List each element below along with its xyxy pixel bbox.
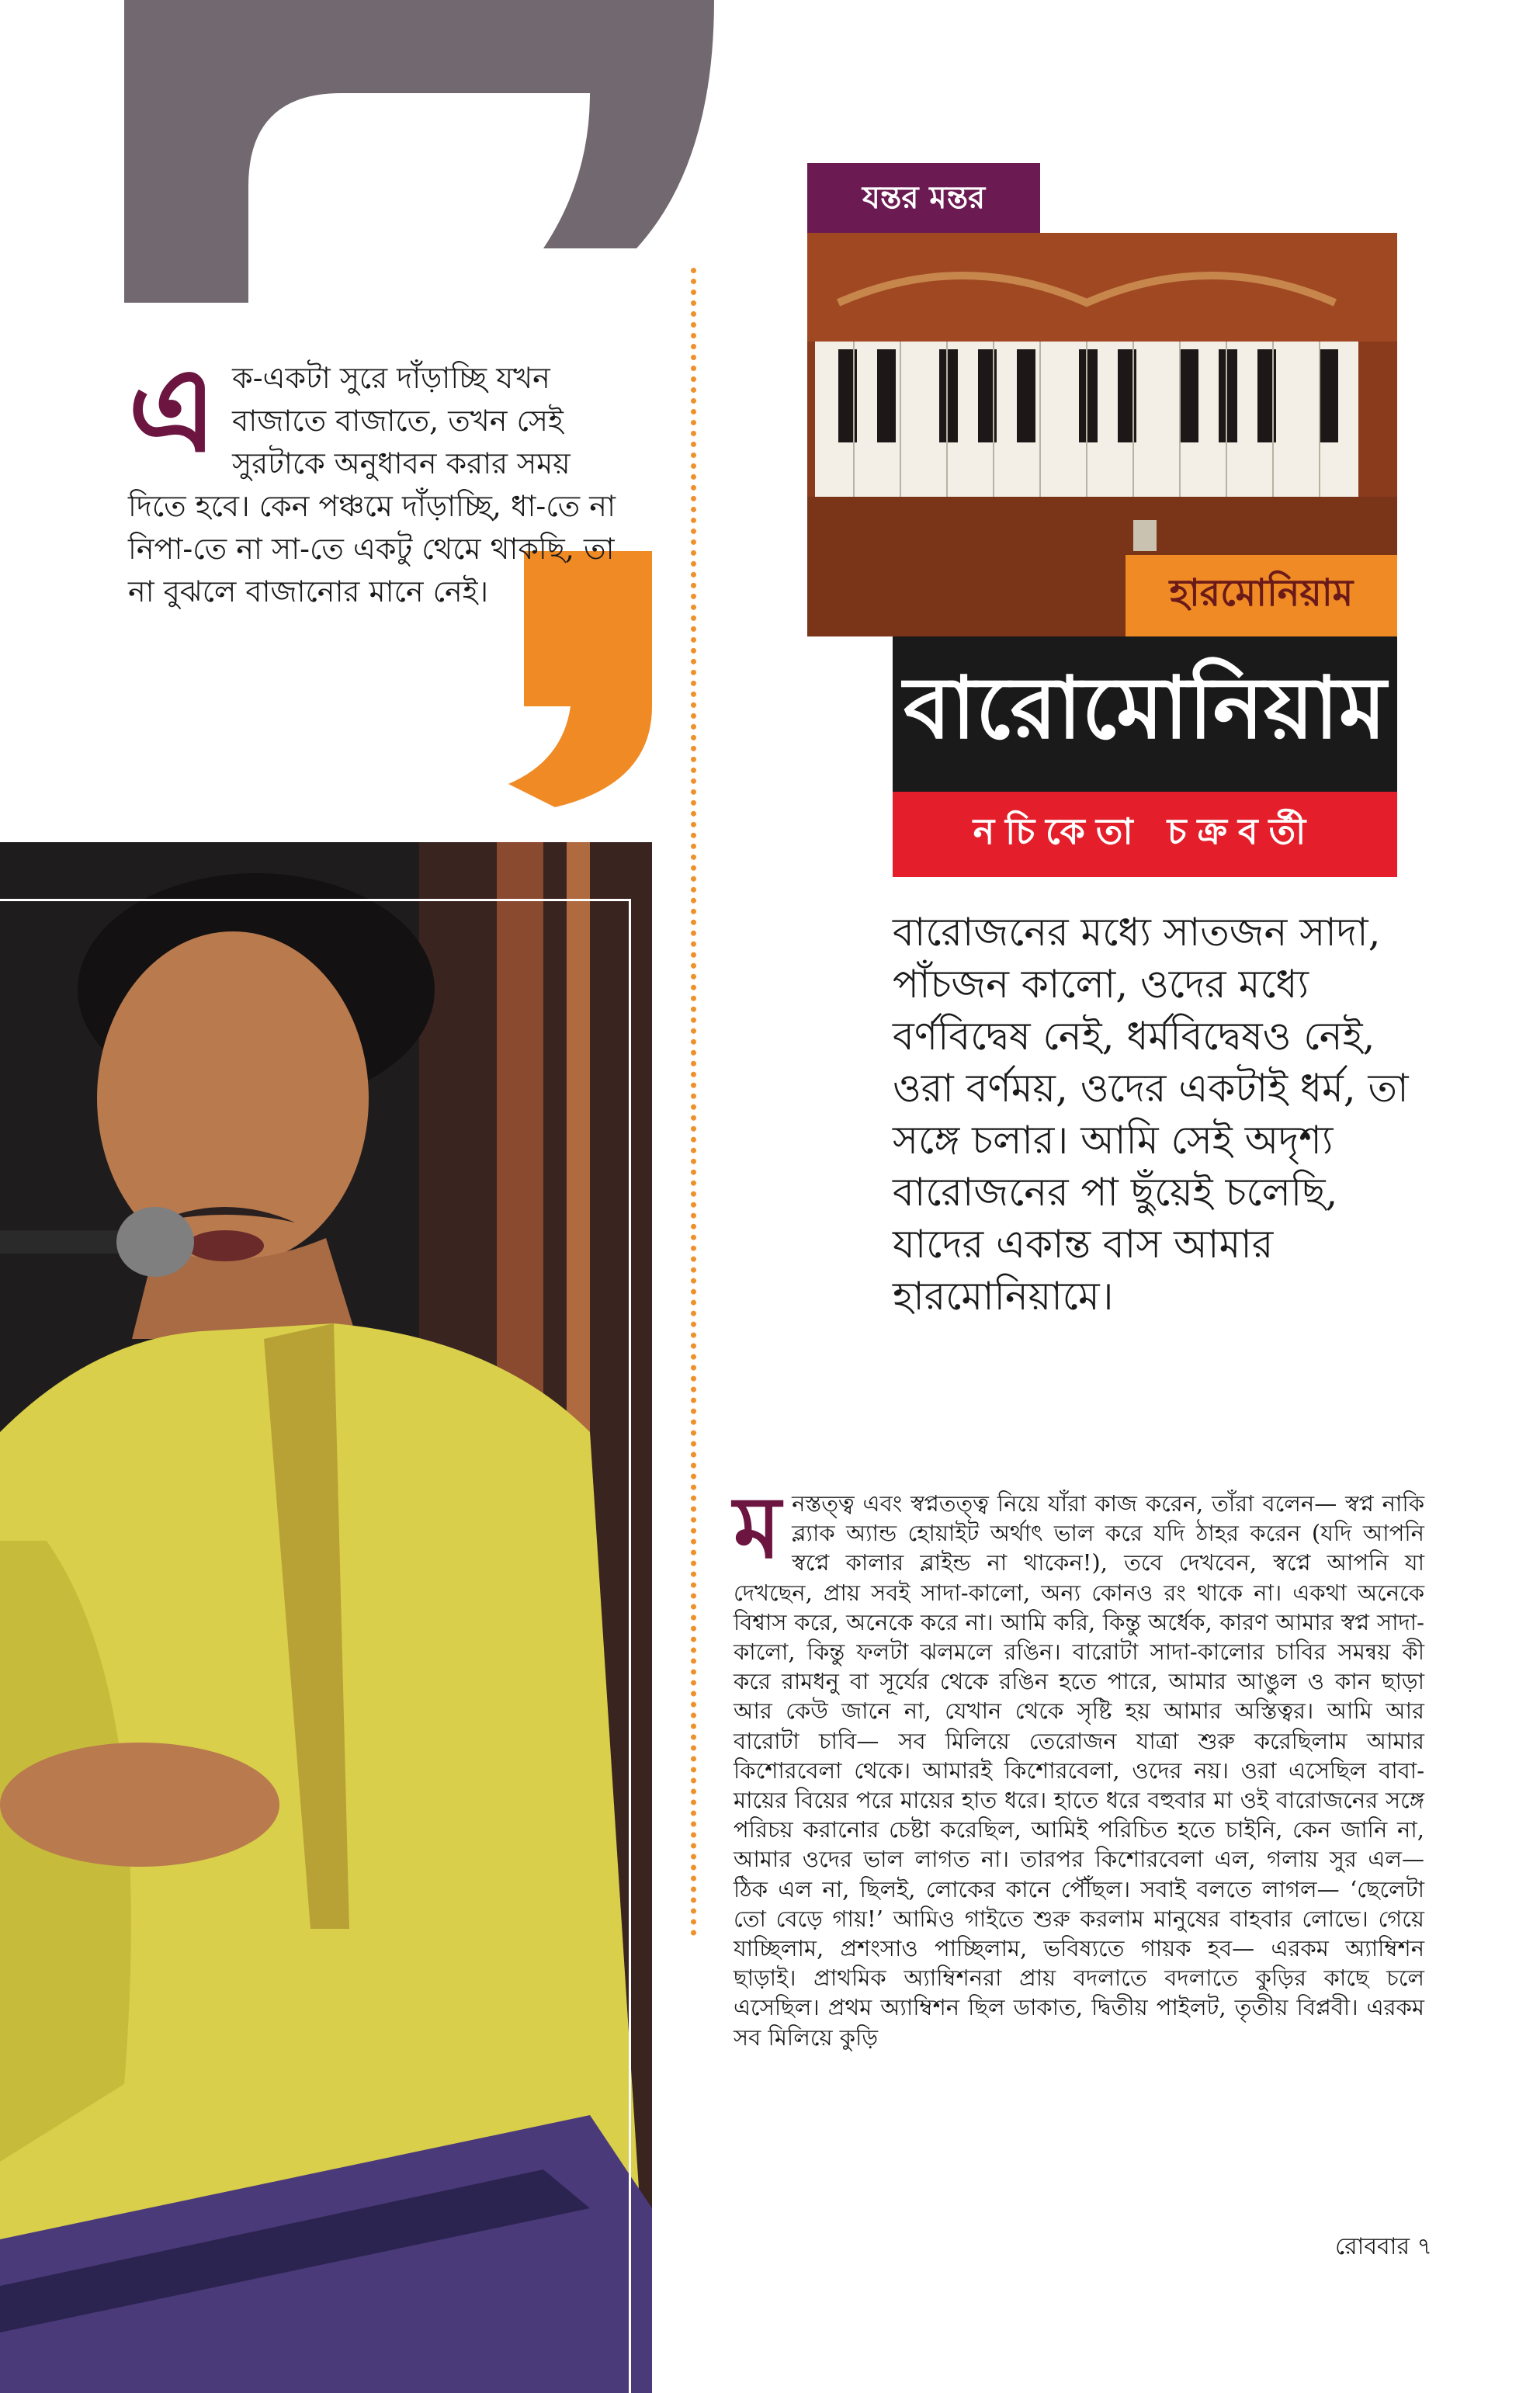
- photo-frame-right: [629, 899, 631, 2393]
- pull-quote: [128, 342, 625, 613]
- singer-photo: [0, 842, 652, 2393]
- pull-quote-dropcap: এ: [128, 342, 217, 478]
- section-tag: যন্তর মন্তর: [807, 163, 1040, 234]
- photo-frame-top: [0, 899, 630, 901]
- author-name: নচিকেতা চক্রবর্তী: [893, 792, 1397, 877]
- pull-quote-text: ক-একটা সুরে দাঁড়াচ্ছি যখন বাজাতে বাজাতে, তখন সেই সুরটাকে অনুধাবন করার সময় দিতে হবে। কেন পঞ্চমে দাঁড়াচ্ছি, ধা-তে না নিপা-তে না সা-তে একটু থেমে থাকছি, তা না বুঝলে বাজানোর মানে নেই।: [128, 361, 616, 609]
- page-footer: রোববার ৭: [1334, 2233, 1432, 2260]
- body-text: নস্তত্ত্ব এবং স্বপ্নতত্ত্ব নিয়ে যাঁরা কাজ করেন, তাঁরা বলেন— স্বপ্ন নাকি ব্ল্যাক অ্যান্ড হোয়াইট অর্থাৎ ভাল করে যদি ঠাহর করেন (যদি আপনি স্বপ্নে কালার ব্লাইন্ড না থাকেন!), তবে দেখবেন, স্বপ্নে আপনি যা দেখছেন, প্রায় সবই সাদা-কালো, অন্য কোনও রং থাকে না। একথা অনেকে বিশ্বাস করে, অনেকে করে না। আমি করি, কিন্তু অর্ধেক, কারণ আমার স্বপ্ন সাদা-কালো, কিন্তু ফলটা ঝলমলে রঙিন। বারোটা সাদা-কালোর চাবির সমন্বয় কী করে রামধনু বা সূর্যের থেকে রঙিন হতে পারে, আমার আঙুল ও কান ছাড়া আর কেউ জানে না, যেখান থেকে সৃষ্টি হয় আমার অস্তিত্বর। আমি আর বারোটা চাবি— সব মিলিয়ে তেরোজন যাত্রা শুরু করেছিলাম আমার কিশোরবেলা থেকে। আমারই কিশোরবেলা, ওদের নয়। ওরা এসেছিল বাবা-মায়ের বিয়ের পরে মায়ের হাত ধরে। হাতে ধরে বহুবার মা ওই বারোজনের সঙ্গে পরিচয় করানোর চেষ্টা করেছিল, আমিই পরিচিত হতে চাইনি, কেন জানি না, আমার ওদের ভাল লাগত না। তারপর কিশোরবেলা এল, গলায় সুর এল— ঠিক এল না, ছিলই, লোকের কানে পৌঁছল। সবাই বলতে লাগল— ‘ছেলেটা তো বেড়ে গায়!’ আমিও গাইতে শুরু করলাম মানুষের বাহবার লোভে। গেয়ে যাচ্ছিলাম, প্রশংসাও পাচ্ছিলাম, ভবিষ্যতে গায়ক হব— এরকম অ্যাম্বিশন ছাড়াই। প্রাথমিক অ্যাম্বিশনরা প্রায় বদলাতে বদলাতে কুড়ির কাছে চলে এসেছিল। প্রথম অ্যাম্বিশন ছিল ডাকাত, দ্বিতীয় পাইলট, তৃতীয় বিপ্লবী। এরকম সব মিলিয়ে কুড়ি: [734, 1490, 1424, 2051]
- subject-tag: হারমোনিয়াম: [1126, 555, 1397, 636]
- body-paragraph: [734, 1477, 1424, 2052]
- column-divider: [691, 268, 696, 1937]
- singer-illustration: [0, 842, 652, 2393]
- open-quote-decoration: [124, 0, 714, 303]
- article-title: বারোমোনিয়াম: [893, 636, 1397, 792]
- intro-paragraph: বারোজনের মধ্যে সাতজন সাদা, পাঁচজন কালো, ওদের মধ্যে বর্ণবিদ্বেষ নেই, ধর্মবিদ্বেষও নেই, ওরা বর্ণময়, ওদের একটাই ধর্ম, তা সঙ্গে চলার। আমি সেই অদৃশ্য বারোজনের পা ছুঁয়েই চলেছি, যাদের একান্ত বাস আমার হারমোনিয়ামে।: [893, 910, 1409, 1319]
- body-dropcap: ম: [734, 1477, 782, 1577]
